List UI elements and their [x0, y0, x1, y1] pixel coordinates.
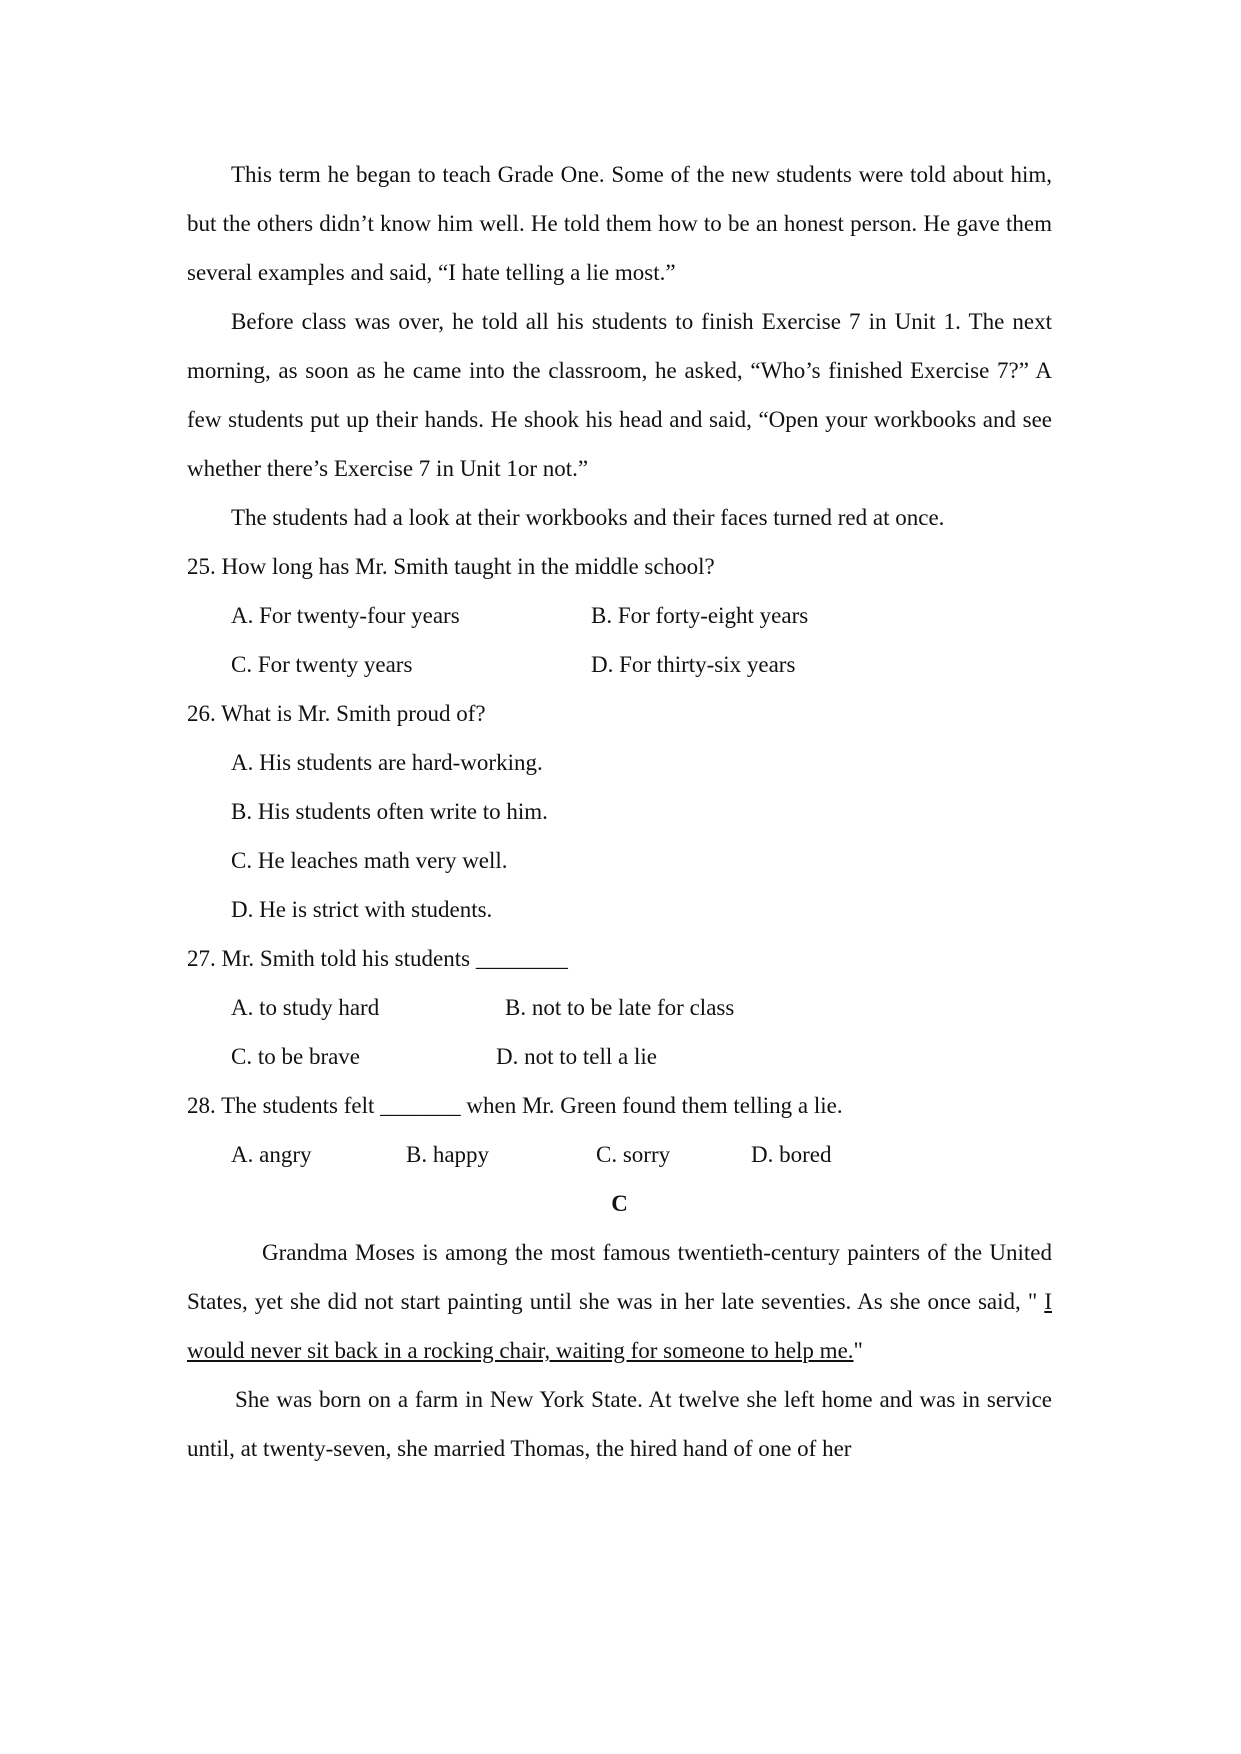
options-row	[231, 1032, 1052, 1081]
passage-c-paragraph-2: She was born on a farm in New York State. At twelve she left home and was in service until, at twenty-seven, she married Thomas, the hired hand of one of her	[187, 1387, 1052, 1461]
section-heading: C	[611, 1191, 628, 1216]
option-d: D. He is strict with students.	[231, 897, 493, 922]
option-c: C. sorry	[596, 1142, 671, 1167]
document-page	[187, 150, 1052, 1473]
question-stem: 26. What is Mr. Smith proud of?	[187, 701, 486, 726]
passage-b-paragraph-2: Before class was over, he told all his students to finish Exercise 7 in Unit 1. The next morning, as soon as he came into the classroom, he asked, “Who’s finished Exercise 7?” A few students put up their hands. He shook his head and said, “Open your workbooks and see whether there’s Exercise 7 in Unit 1or not.”	[187, 309, 1052, 481]
option-c: C. For twenty years	[231, 652, 413, 677]
option-c: C. to be brave	[231, 1044, 361, 1069]
option-d: D. For thirty-six years	[591, 652, 796, 677]
option-b: B. happy	[406, 1142, 490, 1167]
option-a: A. For twenty-four years	[231, 603, 460, 628]
passage-b-paragraph-3: The students had a look at their workbooks and their faces turned red at once.	[231, 505, 945, 530]
passage-b-paragraph-1: This term he began to teach Grade One. Some of the new students were told about him, but the others didn’t know him well. He told them how to be an honest person. He gave them several examples and said, “I hate telling a lie most.”	[187, 162, 1052, 285]
option-b: B. His students often write to him.	[231, 799, 548, 824]
closing-quote-mark: "	[853, 1338, 863, 1363]
option-b: B. For forty-eight years	[591, 603, 809, 628]
options-row	[231, 591, 1052, 640]
option-a: A. angry	[231, 1142, 312, 1167]
question-26	[187, 689, 1052, 934]
option-a: A. to study hard	[231, 995, 380, 1020]
question-stem: 27. Mr. Smith told his students ________	[187, 946, 568, 971]
option-d: D. not to tell a lie	[496, 1044, 657, 1069]
options-row	[231, 983, 1052, 1032]
question-stem: 28. The students felt _______ when Mr. Green found them telling a lie.	[187, 1093, 843, 1118]
options-row	[231, 1130, 1052, 1179]
option-b: B. not to be late for class	[505, 995, 735, 1020]
option-d: D. bored	[751, 1142, 832, 1167]
underlined-quote: I would never sit back in a rocking chair, waiting for someone to help me.	[187, 1289, 1052, 1363]
option-c: C. He leaches math very well.	[231, 848, 508, 873]
question-28	[187, 1081, 1052, 1179]
passage-c-paragraph-1	[187, 1228, 1052, 1375]
question-27	[187, 934, 1052, 1081]
question-25	[187, 542, 1052, 689]
options-row	[231, 640, 1052, 689]
paragraph-text: Grandma Moses is among the most famous twentieth-century painters of the United States, yet she did not start painting until she was in her late seventies. As she once said, "	[187, 1240, 1052, 1314]
option-a: A. His students are hard-working.	[231, 750, 543, 775]
question-stem: 25. How long has Mr. Smith taught in the middle school?	[187, 554, 715, 579]
